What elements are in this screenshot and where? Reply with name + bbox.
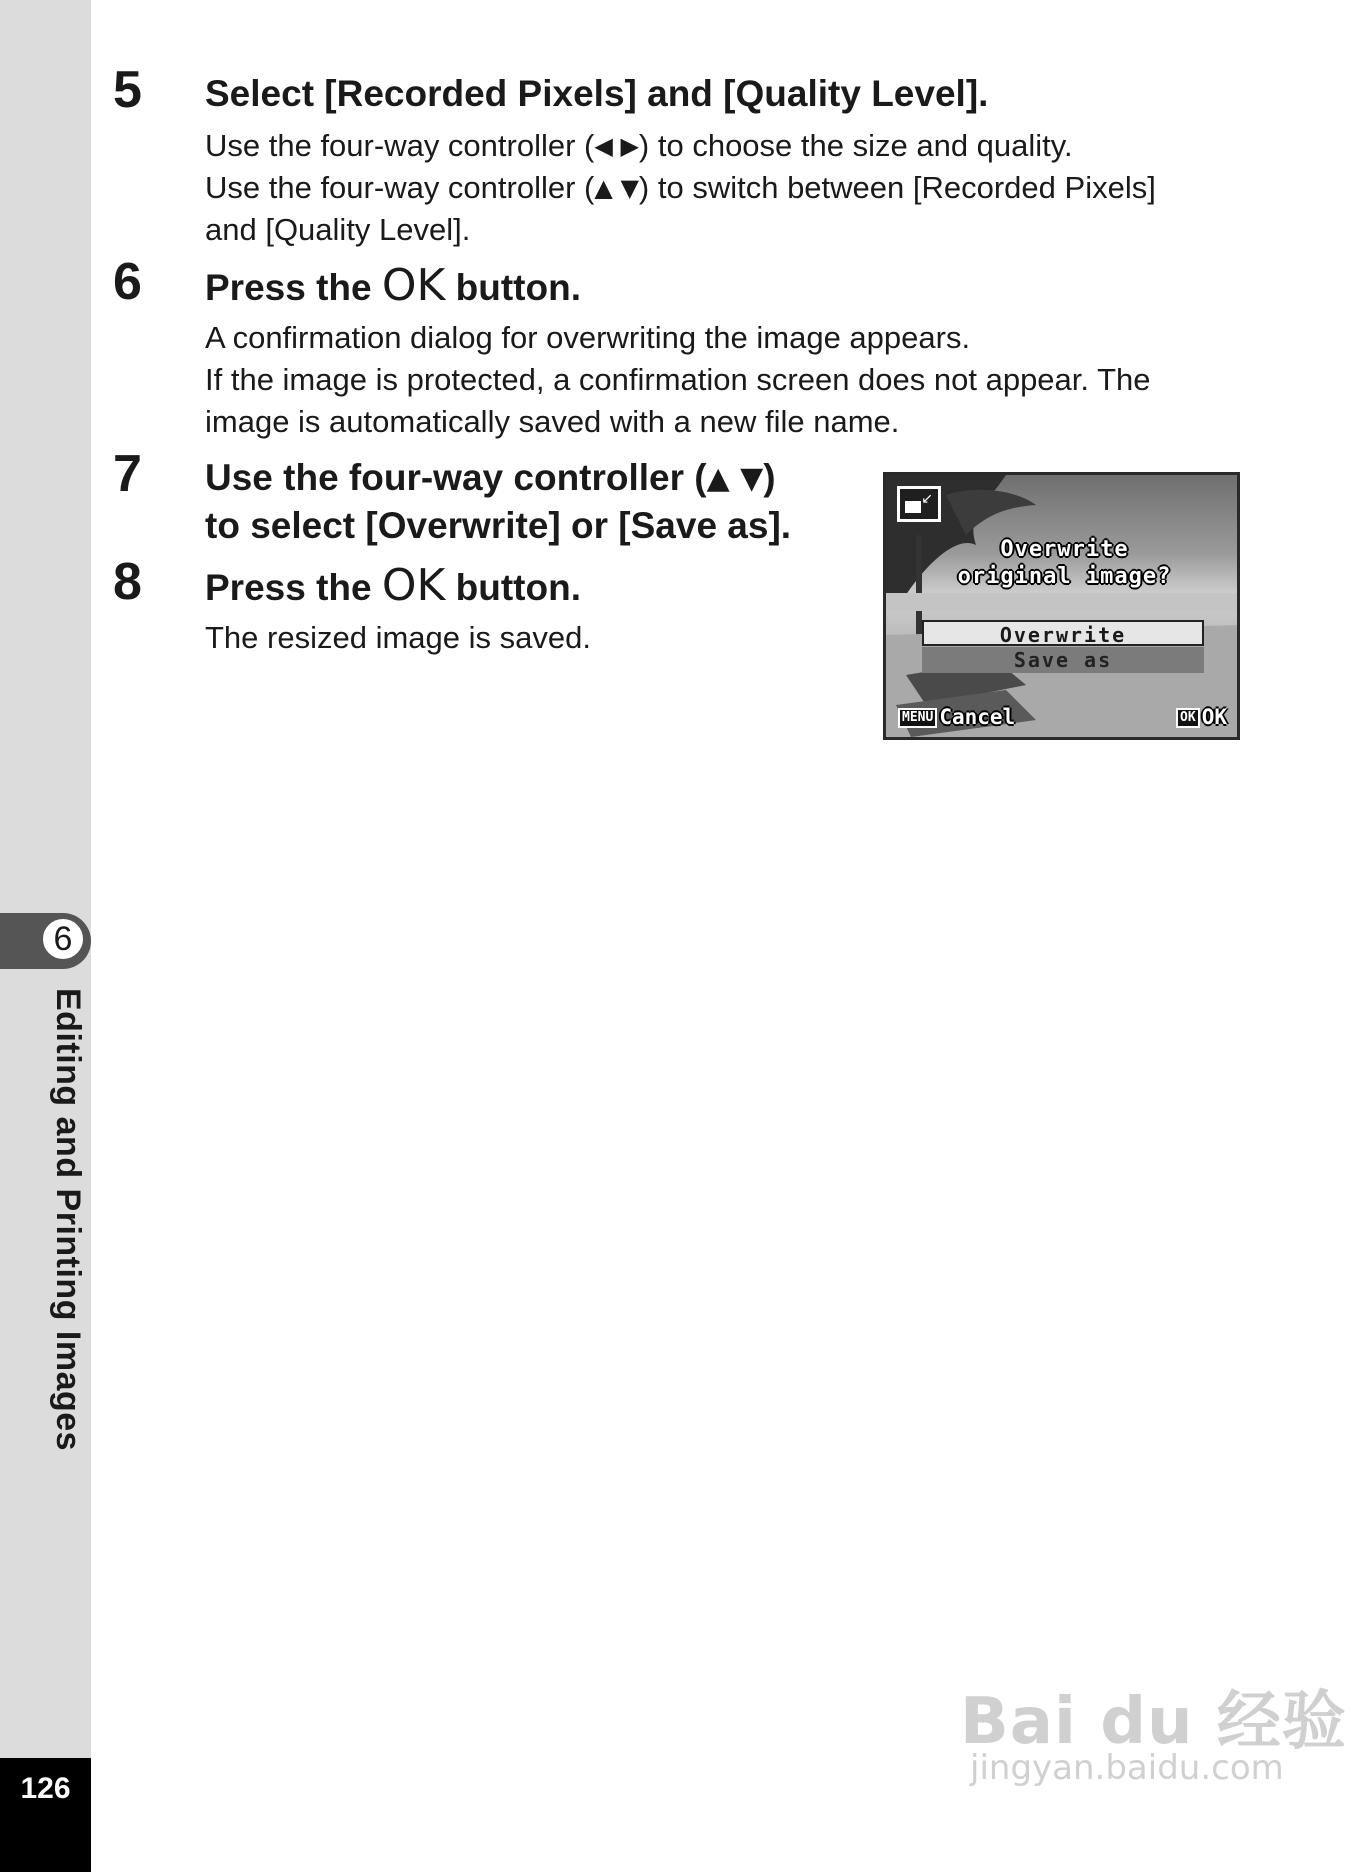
step-5-heading: Select [Recorded Pixels] and [Quality Level]. bbox=[205, 73, 989, 114]
step-8-number: 8 bbox=[113, 553, 142, 611]
ok-button-glyph: OK bbox=[381, 260, 446, 311]
step-5-line-2: Use the four-way controller (▲ ▼) to switch between [Recorded Pixels] bbox=[205, 170, 1156, 205]
step-6-line-3: image is automatically saved with a new file name. bbox=[205, 404, 900, 439]
up-down-arrows-icon: ▲ ▼ bbox=[594, 174, 639, 202]
watermark-url: jingyan.baidu.com bbox=[970, 1748, 1284, 1788]
resize-icon: ↙ bbox=[897, 486, 941, 522]
left-right-arrows-icon: ◀ ▶ bbox=[594, 132, 639, 160]
step-5-line-1: Use the four-way controller (◀ ▶) to choose the size and quality. bbox=[205, 128, 1073, 163]
up-down-arrows-icon: ▲ ▼ bbox=[706, 461, 764, 496]
step-6-line-1: A confirmation dialog for overwriting the image appears. bbox=[205, 320, 971, 355]
page-number: 126 bbox=[20, 1772, 71, 1805]
chapter-title: Editing and Printing Images bbox=[49, 988, 87, 1452]
step-6-number: 6 bbox=[113, 253, 142, 311]
watermark-logo: Bai du 经验 bbox=[960, 1685, 1347, 1759]
baidu-watermark bbox=[960, 1670, 1347, 1788]
option-save-as[interactable]: Save as bbox=[922, 647, 1204, 673]
step-7-heading-line-1: Use the four-way controller (▲ ▼) bbox=[205, 457, 776, 498]
ok-key-icon: OK bbox=[1176, 708, 1200, 728]
camera-lcd-screen bbox=[883, 472, 1240, 740]
cancel-control[interactable]: MENU Cancel bbox=[898, 705, 1015, 729]
step-5-line-3: and [Quality Level]. bbox=[205, 212, 471, 247]
ok-control[interactable]: OK OK bbox=[1176, 705, 1227, 729]
option-overwrite[interactable]: Overwrite bbox=[922, 620, 1204, 646]
step-7-heading-line-2: to select [Overwrite] or [Save as]. bbox=[205, 505, 792, 546]
ok-button-glyph: OK bbox=[381, 560, 446, 611]
step-6-line-2: If the image is protected, a confirmation screen does not appear. The bbox=[205, 362, 1151, 397]
chapter-number: 6 bbox=[40, 916, 86, 962]
dialog-question-line-1: Overwrite bbox=[1000, 537, 1129, 562]
step-7-number: 7 bbox=[113, 445, 142, 503]
step-5-number: 5 bbox=[113, 61, 142, 119]
dialog-question-line-2: original image? bbox=[957, 564, 1172, 589]
step-8-heading: Press the OK button. bbox=[205, 560, 581, 611]
menu-key-icon: MENU bbox=[898, 708, 937, 728]
step-8-line-1: The resized image is saved. bbox=[205, 620, 591, 655]
step-6-heading: Press the OK button. bbox=[205, 260, 581, 311]
